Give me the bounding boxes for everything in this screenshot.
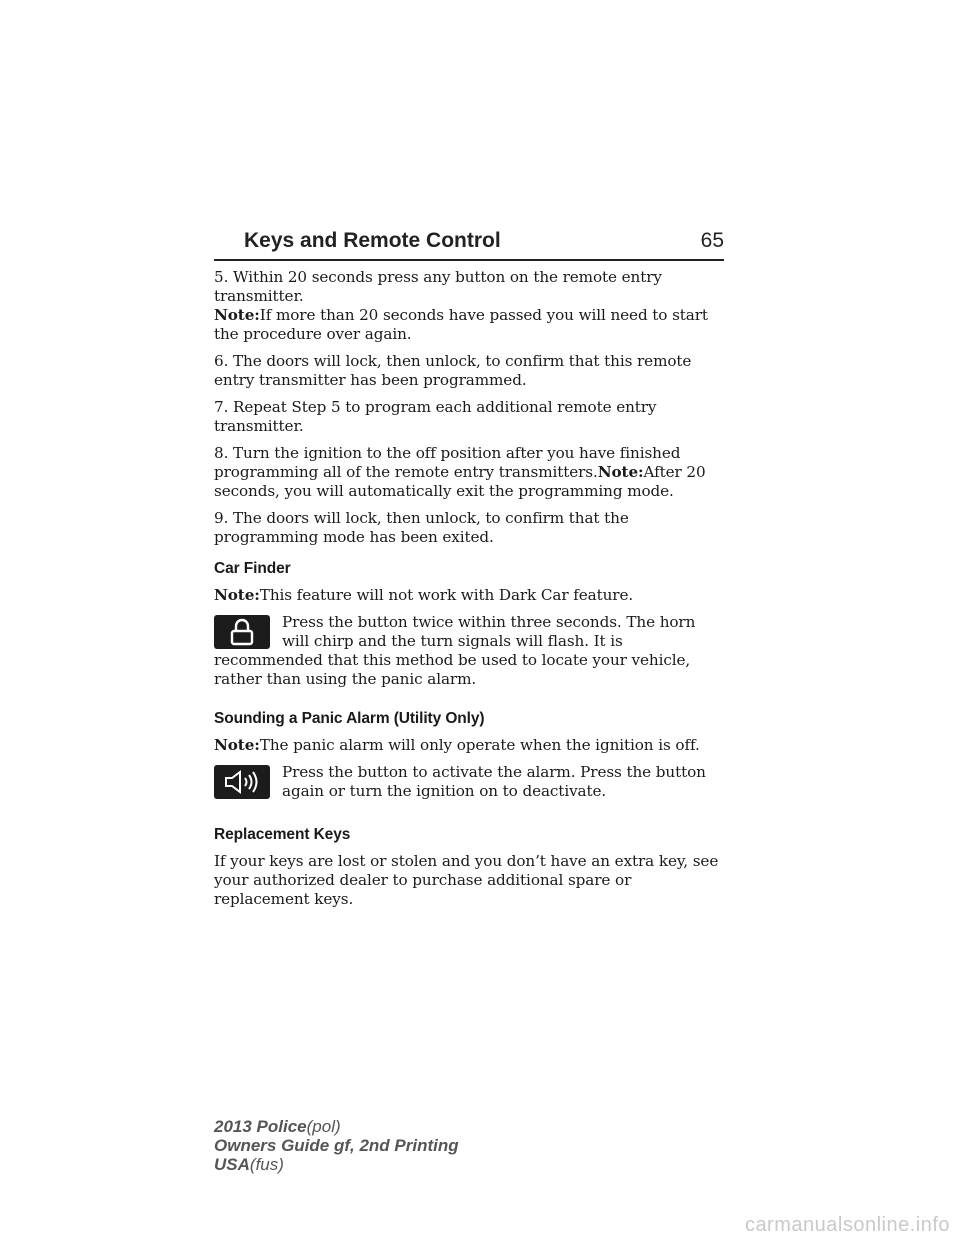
note-text: This feature will not work with Dark Car feature. bbox=[259, 586, 634, 604]
footer-line-2: Owners Guide gf, 2nd Printing bbox=[214, 1136, 459, 1155]
footer-line-1: 2013 Police(pol) bbox=[214, 1117, 341, 1136]
step-9: 9. The doors will lock, then unlock, to confirm that the programming mode has been exited. bbox=[214, 509, 629, 546]
page-content bbox=[214, 268, 724, 917]
lock-icon bbox=[229, 618, 255, 646]
car-finder-heading: Car Finder bbox=[214, 560, 291, 577]
note-label: Note: bbox=[214, 586, 260, 604]
step-6: 6. The doors will lock, then unlock, to confirm that this remote entry transmitter has been programmed. bbox=[214, 352, 692, 389]
panic-alarm-body: Press the button to activate the alarm. Press the button again or turn the ignition on to deactivate. bbox=[282, 763, 706, 800]
step-8: 8. Turn the ignition to the off position after you have finished programming all of the remote entry transmitters.Note:After 20 seconds, you will automatically exit the programming mode. bbox=[214, 444, 706, 500]
page-header bbox=[214, 229, 724, 259]
note-label: Note: bbox=[214, 736, 260, 754]
replacement-keys-heading: Replacement Keys bbox=[214, 826, 351, 843]
panic-button-icon bbox=[214, 765, 270, 799]
panic-alarm-instructions bbox=[214, 763, 724, 809]
panic-alarm-heading: Sounding a Panic Alarm (Utility Only) bbox=[214, 710, 485, 727]
step-7: 7. Repeat Step 5 to program each additional remote entry transmitter. bbox=[214, 398, 657, 435]
replacement-keys-body: If your keys are lost or stolen and you don’t have an extra key, see your authorized dealer to purchase additional spare or replacement keys. bbox=[214, 852, 719, 908]
step-5: 5. Within 20 seconds press any button on the remote entry transmitter. Note:If more than 20 seconds have passed you will need to start the procedure over again. bbox=[214, 268, 708, 343]
lock-button-icon bbox=[214, 615, 270, 649]
section-title: Keys and Remote Control bbox=[244, 229, 501, 252]
panic-alarm-note bbox=[214, 736, 724, 755]
car-finder-instructions bbox=[214, 613, 724, 697]
footer-line-3: USA(fus) bbox=[214, 1155, 284, 1174]
note-text: If more than 20 seconds have passed you will need to start the procedure over again. bbox=[214, 306, 708, 343]
car-finder-note bbox=[214, 586, 724, 605]
car-finder-body: Press the button twice within three seconds. The horn will chirp and the turn signals will flash. It is recommended that this method be used to locate your vehicle, rather than using the panic alarm. bbox=[214, 613, 696, 688]
watermark-text: carmanualsonline.info bbox=[744, 1214, 950, 1236]
note-text: The panic alarm will only operate when the ignition is off. bbox=[259, 736, 700, 754]
header-divider bbox=[214, 259, 724, 261]
document-footer bbox=[214, 1117, 459, 1174]
horn-speaker-icon bbox=[222, 769, 262, 795]
note-label: Note: bbox=[597, 463, 644, 481]
note-label: Note: bbox=[214, 306, 260, 324]
note-text: After 20 seconds, you will automatically exit the programming mode. bbox=[214, 463, 706, 500]
page-number: 65 bbox=[700, 229, 724, 252]
